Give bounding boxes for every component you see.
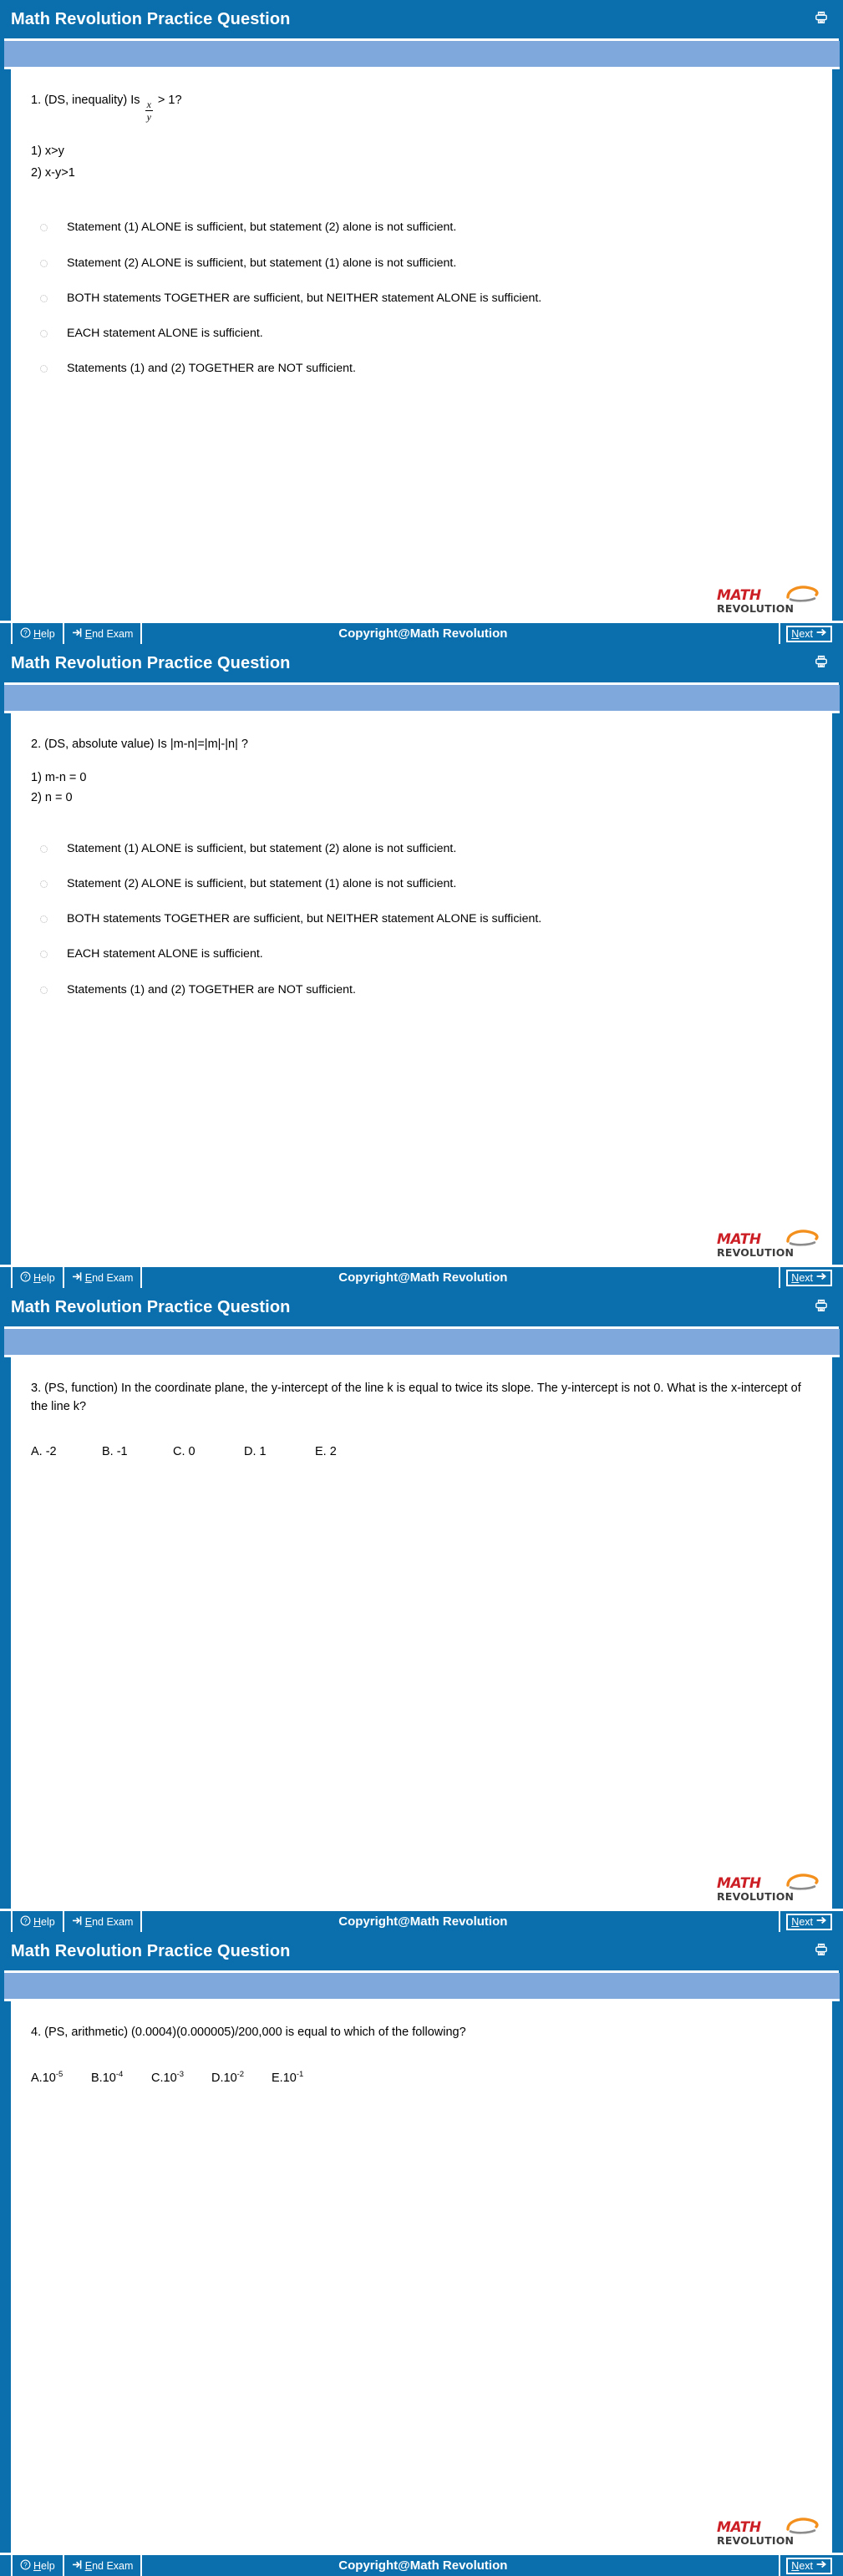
answer-choice[interactable] (40, 326, 820, 342)
radio-button[interactable] (40, 295, 48, 302)
answer-choice[interactable] (40, 841, 820, 857)
radio-button[interactable] (40, 986, 48, 994)
radio-button[interactable] (40, 880, 48, 888)
answer-choice[interactable] (31, 2070, 91, 2085)
answer-choices (31, 220, 820, 377)
statement-line: 1) x>y (31, 145, 64, 159)
answer-choice-exponent: -4 (115, 2070, 124, 2080)
answer-choice[interactable] (244, 1445, 315, 1458)
answer-choice[interactable] (40, 291, 820, 307)
end-exam-button-label: End Exam (84, 2559, 134, 2572)
answer-choice-label: Statements (1) and (2) TOGETHER are NOT sufficient. (67, 362, 356, 376)
footer-bar (0, 1909, 843, 1932)
footer-right-group (779, 1911, 843, 1932)
content-area (11, 2001, 832, 2553)
content-area (11, 713, 832, 1265)
answer-choice-label: A. -2 (31, 1444, 57, 1458)
answer-choice-exponent: -3 (176, 2070, 185, 2080)
screen-header (0, 0, 843, 38)
screen-header (0, 644, 843, 682)
next-button[interactable] (786, 1270, 832, 1286)
answer-choice-base: 10 (102, 2071, 116, 2086)
exit-arrow-icon (72, 2559, 83, 2573)
radio-button[interactable] (40, 224, 48, 231)
swoosh-icon (782, 1874, 820, 1894)
swoosh-icon (782, 1230, 820, 1250)
brand-logo-revolution: REVOLUTION (717, 601, 795, 615)
answer-choice-label: Statement (2) ALONE is sufficient, but statement (1) alone is not sufficient. (67, 877, 457, 891)
brand-logo-math: MATH (717, 1230, 761, 1248)
footer-divider (779, 2555, 780, 2576)
printer-icon[interactable] (815, 11, 828, 28)
end-exam-button[interactable] (64, 623, 143, 644)
question-statements (31, 142, 820, 183)
brand-logo (717, 2518, 820, 2547)
answer-choice[interactable] (173, 1445, 244, 1458)
printer-icon[interactable] (815, 1943, 828, 1960)
content-area (11, 1357, 832, 1909)
footer-bar (0, 621, 843, 644)
end-exam-button[interactable] (64, 1267, 143, 1288)
answer-choice[interactable] (40, 220, 820, 236)
help-button[interactable] (13, 1911, 64, 1932)
question-body (11, 713, 832, 998)
footer-left-group (11, 1267, 142, 1288)
next-button-label: Next (791, 627, 813, 640)
copyright-text: Copyright@Math Revolution (338, 2558, 508, 2573)
end-exam-button-label: End Exam (84, 1271, 134, 1284)
question-stem (31, 69, 820, 122)
footer-left-group (11, 623, 142, 644)
radio-button[interactable] (40, 915, 48, 923)
answer-choice[interactable] (40, 876, 820, 892)
answer-choice-label: B. -1 (102, 1444, 128, 1458)
footer-divider (779, 1911, 780, 1932)
help-button[interactable] (13, 2555, 64, 2576)
brand-logo-math: MATH (717, 1874, 761, 1892)
screen-header (0, 1932, 843, 1970)
footer-divider (779, 623, 780, 644)
footer-left-group (11, 1911, 142, 1932)
answer-choice-exponent: -2 (236, 2070, 245, 2080)
brand-logo (717, 1874, 820, 1903)
answer-choice[interactable] (31, 1445, 102, 1458)
page-title: Math Revolution Practice Question (11, 1941, 291, 1960)
arrow-right-icon (816, 2559, 827, 2572)
question-stem-text-tail: > 1? (154, 94, 182, 107)
title-band (4, 1329, 840, 1357)
answer-choice-label: Statements (1) and (2) TOGETHER are NOT sufficient. (67, 982, 356, 996)
radio-button[interactable] (40, 365, 48, 373)
exam-screen-q2 (0, 644, 843, 1288)
brand-logo-math: MATH (717, 586, 761, 604)
answer-choice-label: EACH statement ALONE is sufficient. (67, 326, 263, 340)
copyright-text: Copyright@Math Revolution (338, 1914, 508, 1929)
exit-arrow-icon (72, 627, 83, 641)
brand-logo-math: MATH (717, 2518, 761, 2536)
end-exam-button-label: End Exam (84, 627, 134, 640)
answer-choices (31, 841, 820, 998)
answer-choices (31, 2070, 820, 2085)
brand-logo-top (717, 586, 820, 604)
answer-choice-label: D. (211, 2071, 224, 2086)
end-exam-button-label: End Exam (84, 1915, 134, 1928)
exam-screen-q3 (0, 1288, 843, 1932)
answer-choice-label: Statement (1) ALONE is sufficient, but statement (2) alone is not sufficient. (67, 841, 457, 855)
brand-logo-revolution: REVOLUTION (717, 2533, 795, 2547)
svg-text:?: ? (23, 2561, 28, 2569)
arrow-right-icon (816, 1915, 827, 1928)
question-stem: 3. (PS, function) In the coordinate plane, the y-intercept of the line k is equal to twice its slope. The y-intercept is not 0. What is the x-intercept of the line k? (31, 1382, 801, 1414)
title-band (4, 1973, 840, 2001)
brand-logo-revolution: REVOLUTION (717, 1245, 795, 1259)
brand-logo-top (717, 1230, 820, 1248)
help-button-label: Help (33, 1915, 55, 1928)
arrow-right-icon (816, 1271, 827, 1284)
exit-arrow-icon (72, 1271, 83, 1285)
radio-button[interactable] (40, 951, 48, 958)
question-circle-icon (20, 627, 31, 641)
answer-choice-exponent: -5 (55, 2070, 63, 2080)
answer-choice-base: 10 (163, 2071, 177, 2086)
brand-logo-top (717, 2518, 820, 2536)
svg-text:?: ? (23, 1917, 28, 1925)
footer-right-group (779, 623, 843, 644)
brand-logo (717, 1230, 820, 1259)
answer-choice-base: 10 (223, 2071, 237, 2086)
svg-text:?: ? (23, 1273, 28, 1281)
question-body (11, 1357, 832, 1458)
answer-choice-label: A. (31, 2071, 43, 2086)
next-button[interactable] (786, 2558, 832, 2574)
brand-logo-top (717, 1874, 820, 1892)
title-band (4, 685, 840, 713)
footer-bar (0, 1265, 843, 1288)
answer-choice-exponent: -1 (296, 2070, 304, 2080)
statement-line: 2) n = 0 (31, 790, 73, 804)
exam-screen-q1 (0, 0, 843, 644)
fraction (145, 99, 153, 122)
radio-button[interactable] (40, 845, 48, 853)
question-stem-text: 1. (DS, inequality) Is (31, 94, 144, 107)
answer-choice-label: E. (272, 2071, 283, 2086)
answer-choice-label: B. (91, 2071, 103, 2086)
help-button-label: Help (33, 2559, 55, 2572)
answer-choice[interactable] (151, 2070, 211, 2085)
question-stem (31, 713, 820, 753)
question-body (11, 69, 832, 377)
answer-choice-base: 10 (282, 2071, 297, 2086)
printer-icon[interactable] (815, 655, 828, 672)
radio-button[interactable] (40, 260, 48, 267)
answer-choice-label: C. 0 (173, 1444, 196, 1458)
footer-bar (0, 2553, 843, 2576)
question-circle-icon (20, 1915, 31, 1929)
answer-choice-label: C. (151, 2071, 164, 2086)
brand-logo (717, 586, 820, 615)
answer-choice-label: BOTH statements TOGETHER are sufficient, but NEITHER statement ALONE is sufficient. (67, 291, 542, 305)
end-exam-button[interactable] (64, 1911, 143, 1932)
page-title: Math Revolution Practice Question (11, 653, 291, 672)
answer-choice-label: BOTH statements TOGETHER are sufficient, but NEITHER statement ALONE is sufficient. (67, 912, 542, 926)
content-area (11, 69, 832, 621)
page-title: Math Revolution Practice Question (11, 1297, 291, 1316)
question-stem-text: 2. (DS, absolute value) Is |m-n|=|m|-|n| ? (31, 738, 248, 751)
help-button-label: Help (33, 627, 55, 640)
printer-icon[interactable] (815, 1299, 828, 1316)
question-circle-icon (20, 2559, 31, 2573)
answer-choice-label: Statement (2) ALONE is sufficient, but statement (1) alone is not sufficient. (67, 256, 457, 270)
help-button-label: Help (33, 1271, 55, 1284)
answer-choice[interactable] (40, 982, 820, 998)
answer-choice[interactable] (40, 361, 820, 377)
question-statements (31, 768, 820, 807)
end-exam-button[interactable] (64, 2555, 143, 2576)
page-title: Math Revolution Practice Question (11, 9, 291, 28)
answer-choice-label: EACH statement ALONE is sufficient. (67, 947, 263, 961)
next-button[interactable] (786, 1914, 832, 1930)
question-circle-icon (20, 1271, 31, 1285)
exit-arrow-icon (72, 1915, 83, 1929)
statement-line: 1) m-n = 0 (31, 771, 87, 785)
next-button-label: Next (791, 1915, 813, 1928)
footer-divider (779, 1267, 780, 1288)
question-stem: 4. (PS, arithmetic) (0.0004)(0.000005)/200,000 is equal to which of the following? (31, 2026, 466, 2039)
arrow-right-icon (816, 627, 827, 640)
answer-choice-label: Statement (1) ALONE is sufficient, but statement (2) alone is not sufficient. (67, 221, 457, 235)
fraction-numerator: x (146, 99, 151, 111)
answer-choice[interactable] (102, 1445, 173, 1458)
answer-choice[interactable] (40, 946, 820, 962)
next-button-label: Next (791, 2559, 813, 2572)
statement-line: 2) x-y>1 (31, 166, 75, 180)
brand-logo-revolution: REVOLUTION (717, 1889, 795, 1903)
answer-choice[interactable] (91, 2070, 151, 2085)
fraction-denominator: y (146, 111, 151, 124)
next-button[interactable] (786, 626, 832, 642)
radio-button[interactable] (40, 330, 48, 337)
answer-choice-base: 10 (42, 2071, 56, 2086)
next-button-label: Next (791, 1271, 813, 1284)
footer-right-group (779, 1267, 843, 1288)
answer-choice[interactable] (211, 2070, 272, 2085)
help-button[interactable] (13, 623, 64, 644)
swoosh-icon (782, 2518, 820, 2538)
footer-right-group (779, 2555, 843, 2576)
help-button[interactable] (13, 1267, 64, 1288)
answer-choice[interactable] (272, 2070, 332, 2085)
swoosh-icon (782, 586, 820, 606)
screen-header (0, 1288, 843, 1326)
title-band (4, 41, 840, 69)
answer-choice-label: E. 2 (315, 1444, 337, 1458)
copyright-text: Copyright@Math Revolution (338, 1270, 508, 1285)
exam-screen-q4 (0, 1932, 843, 2576)
question-body (11, 2001, 832, 2085)
copyright-text: Copyright@Math Revolution (338, 626, 508, 641)
answer-choice[interactable] (40, 911, 820, 927)
answer-choice[interactable] (315, 1445, 386, 1458)
footer-left-group (11, 2555, 142, 2576)
answer-choice-label: D. 1 (244, 1444, 267, 1458)
answer-choice[interactable] (40, 256, 820, 271)
answer-choices (31, 1445, 820, 1458)
svg-text:?: ? (23, 629, 28, 637)
